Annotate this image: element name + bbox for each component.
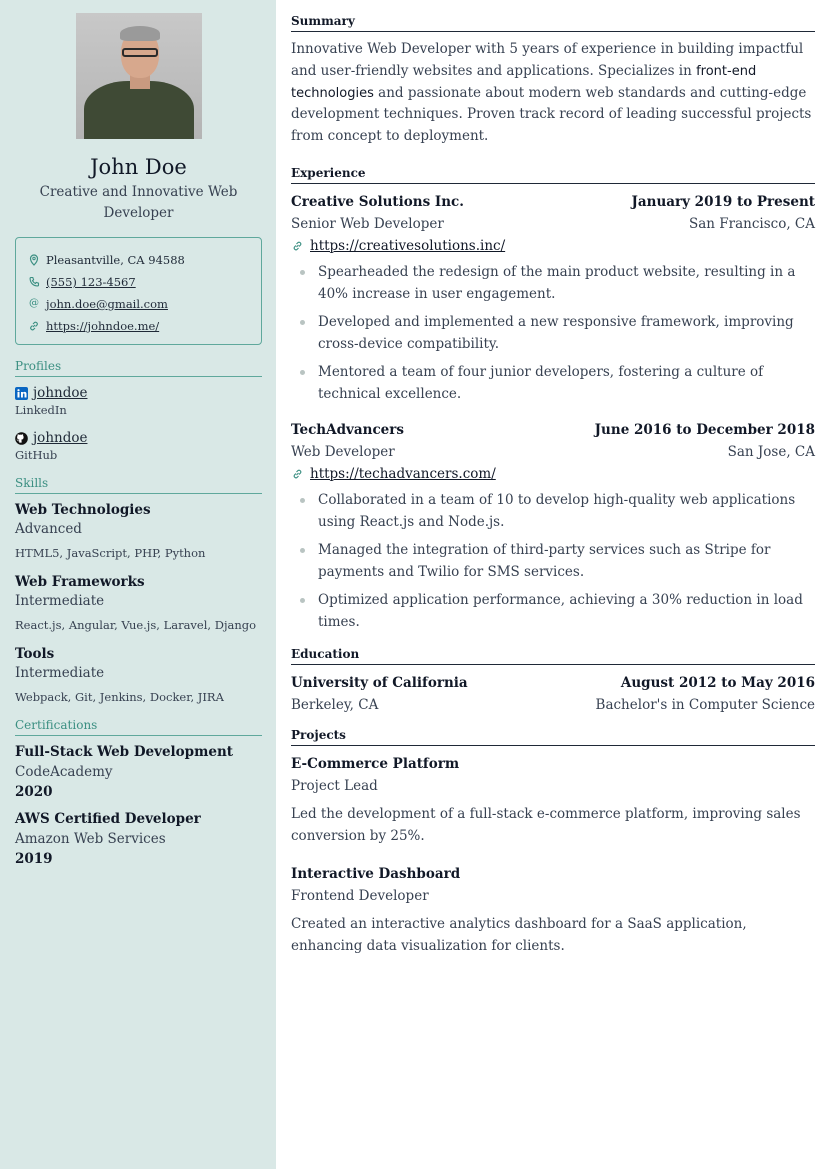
skill-name: Tools — [15, 646, 55, 662]
summary-emphasis: front-end technologies — [291, 63, 757, 101]
location-text: Pleasantville, CA 94588 — [46, 253, 185, 267]
experience-heading: Experience — [291, 166, 815, 184]
person-name: John Doe — [90, 155, 187, 179]
project-name: Interactive Dashboard — [291, 865, 461, 882]
company-name: TechAdvancers — [291, 421, 404, 438]
linkedin-username[interactable]: johndoe — [33, 385, 88, 401]
profiles-heading: Profiles — [15, 359, 262, 377]
projects-heading: Projects — [291, 728, 815, 746]
education-heading: Education — [291, 647, 815, 665]
highlights-list — [291, 489, 815, 633]
projects-section — [291, 728, 815, 957]
job-location: San Francisco, CA — [688, 215, 815, 232]
list-item: Mentored a team of four junior developers, fostering a culture of technical excellence. — [299, 361, 815, 405]
skill-name: Web Frameworks — [15, 574, 145, 590]
linkedin-network: LinkedIn — [15, 403, 67, 417]
github-icon — [15, 432, 28, 445]
skills-heading: Skills — [15, 476, 262, 494]
certifications-heading: Certifications — [15, 718, 262, 736]
certification-year: 2020 — [15, 784, 53, 800]
person-headline: Creative and Innovative Web Developer — [39, 184, 238, 221]
certification-year: 2019 — [15, 851, 53, 867]
education-date: August 2012 to May 2016 — [620, 674, 815, 691]
company-url[interactable]: https://creativesolutions.inc/ — [310, 237, 506, 254]
link-icon — [291, 468, 304, 480]
at-icon: @ — [29, 298, 39, 309]
website-link[interactable]: https://johndoe.me/ — [46, 319, 160, 333]
contact-box — [15, 237, 262, 345]
project-name: E-Commerce Platform — [291, 755, 460, 772]
list-item: Collaborated in a team of 10 to develop high-quality web applications using React.js and Node.js. — [299, 489, 815, 533]
skill-keywords: HTML5, JavaScript, PHP, Python — [15, 546, 206, 560]
certification-item — [15, 811, 262, 867]
link-icon — [291, 240, 304, 252]
contact-phone — [28, 271, 249, 293]
project-role: Frontend Developer — [291, 887, 429, 904]
contact-website — [28, 315, 249, 337]
profile-github — [15, 430, 262, 462]
experience-section — [291, 166, 815, 633]
experience-item — [291, 191, 815, 405]
education-location: Berkeley, CA — [291, 696, 379, 713]
project-description: Led the development of a full-stack e-commerce platform, improving sales conversion by 25%. — [291, 805, 801, 844]
linkedin-icon — [15, 387, 28, 400]
phone-icon — [28, 276, 40, 288]
contact-location — [28, 249, 249, 271]
education-degree: Bachelor's in Computer Science — [595, 696, 815, 713]
skill-keywords: Webpack, Git, Jenkins, Docker, JIRA — [15, 690, 224, 704]
job-position: Web Developer — [291, 443, 395, 460]
link-icon — [28, 320, 40, 332]
certification-name: AWS Certified Developer — [15, 811, 201, 827]
list-item: Optimized application performance, achieving a 30% reduction in load times. — [299, 589, 815, 633]
skill-item — [15, 502, 262, 560]
education-section — [291, 647, 815, 716]
list-item: Managed the integration of third-party services such as Stripe for payments and Twilio for SMS services. — [299, 539, 815, 583]
job-position: Senior Web Developer — [291, 215, 444, 232]
certification-issuer: CodeAcademy — [15, 764, 113, 780]
highlights-list — [291, 261, 815, 405]
skill-keywords: React.js, Angular, Vue.js, Laravel, Django — [15, 618, 257, 632]
summary-part-1: Innovative Web Developer with 5 years of experience in building impactful and user-friendly websites and applications. Specializes in — [291, 41, 804, 79]
profile-linkedin — [15, 385, 262, 417]
sidebar — [0, 0, 276, 1169]
github-username[interactable]: johndoe — [33, 430, 88, 446]
experience-item — [291, 419, 815, 633]
company-name: Creative Solutions Inc. — [291, 193, 464, 210]
project-item — [291, 863, 815, 957]
project-description: Created an interactive analytics dashboard for a SaaS application, enhancing data visualization for clients. — [291, 915, 747, 954]
company-url[interactable]: https://techadvancers.com/ — [310, 465, 496, 482]
education-item — [291, 672, 815, 716]
skill-level: Intermediate — [15, 593, 105, 609]
job-date: June 2016 to December 2018 — [594, 421, 815, 438]
skill-level: Intermediate — [15, 665, 105, 681]
skill-item — [15, 646, 262, 704]
skill-item — [15, 574, 262, 632]
certification-name: Full-Stack Web Development — [15, 744, 234, 760]
list-item: Spearheaded the redesign of the main product website, resulting in a 40% increase in user engagement. — [299, 261, 815, 305]
email-link[interactable]: john.doe@gmail.com — [46, 297, 168, 311]
institution-name: University of California — [291, 674, 468, 691]
job-date: January 2019 to Present — [631, 193, 815, 210]
certification-issuer: Amazon Web Services — [15, 831, 166, 847]
profile-photo — [76, 13, 202, 139]
github-network: GitHub — [15, 448, 58, 462]
main-content — [291, 14, 815, 957]
summary-text — [291, 39, 815, 148]
skill-level: Advanced — [15, 521, 82, 537]
certification-item — [15, 744, 262, 800]
map-pin-icon — [28, 254, 40, 266]
list-item: Developed and implemented a new responsive framework, improving cross-device compatibility. — [299, 311, 815, 355]
summary-heading: Summary — [291, 14, 815, 32]
phone-link[interactable]: (555) 123-4567 — [46, 275, 136, 289]
project-role: Project Lead — [291, 777, 378, 794]
project-item — [291, 753, 815, 847]
job-location: San Jose, CA — [727, 443, 815, 460]
skill-name: Web Technologies — [15, 502, 151, 518]
summary-part-2: and passionate about modern web standards and cutting-edge development techniques. Proven track record of leading successful projects from concept to deployment. — [291, 84, 812, 145]
contact-email — [28, 293, 249, 315]
